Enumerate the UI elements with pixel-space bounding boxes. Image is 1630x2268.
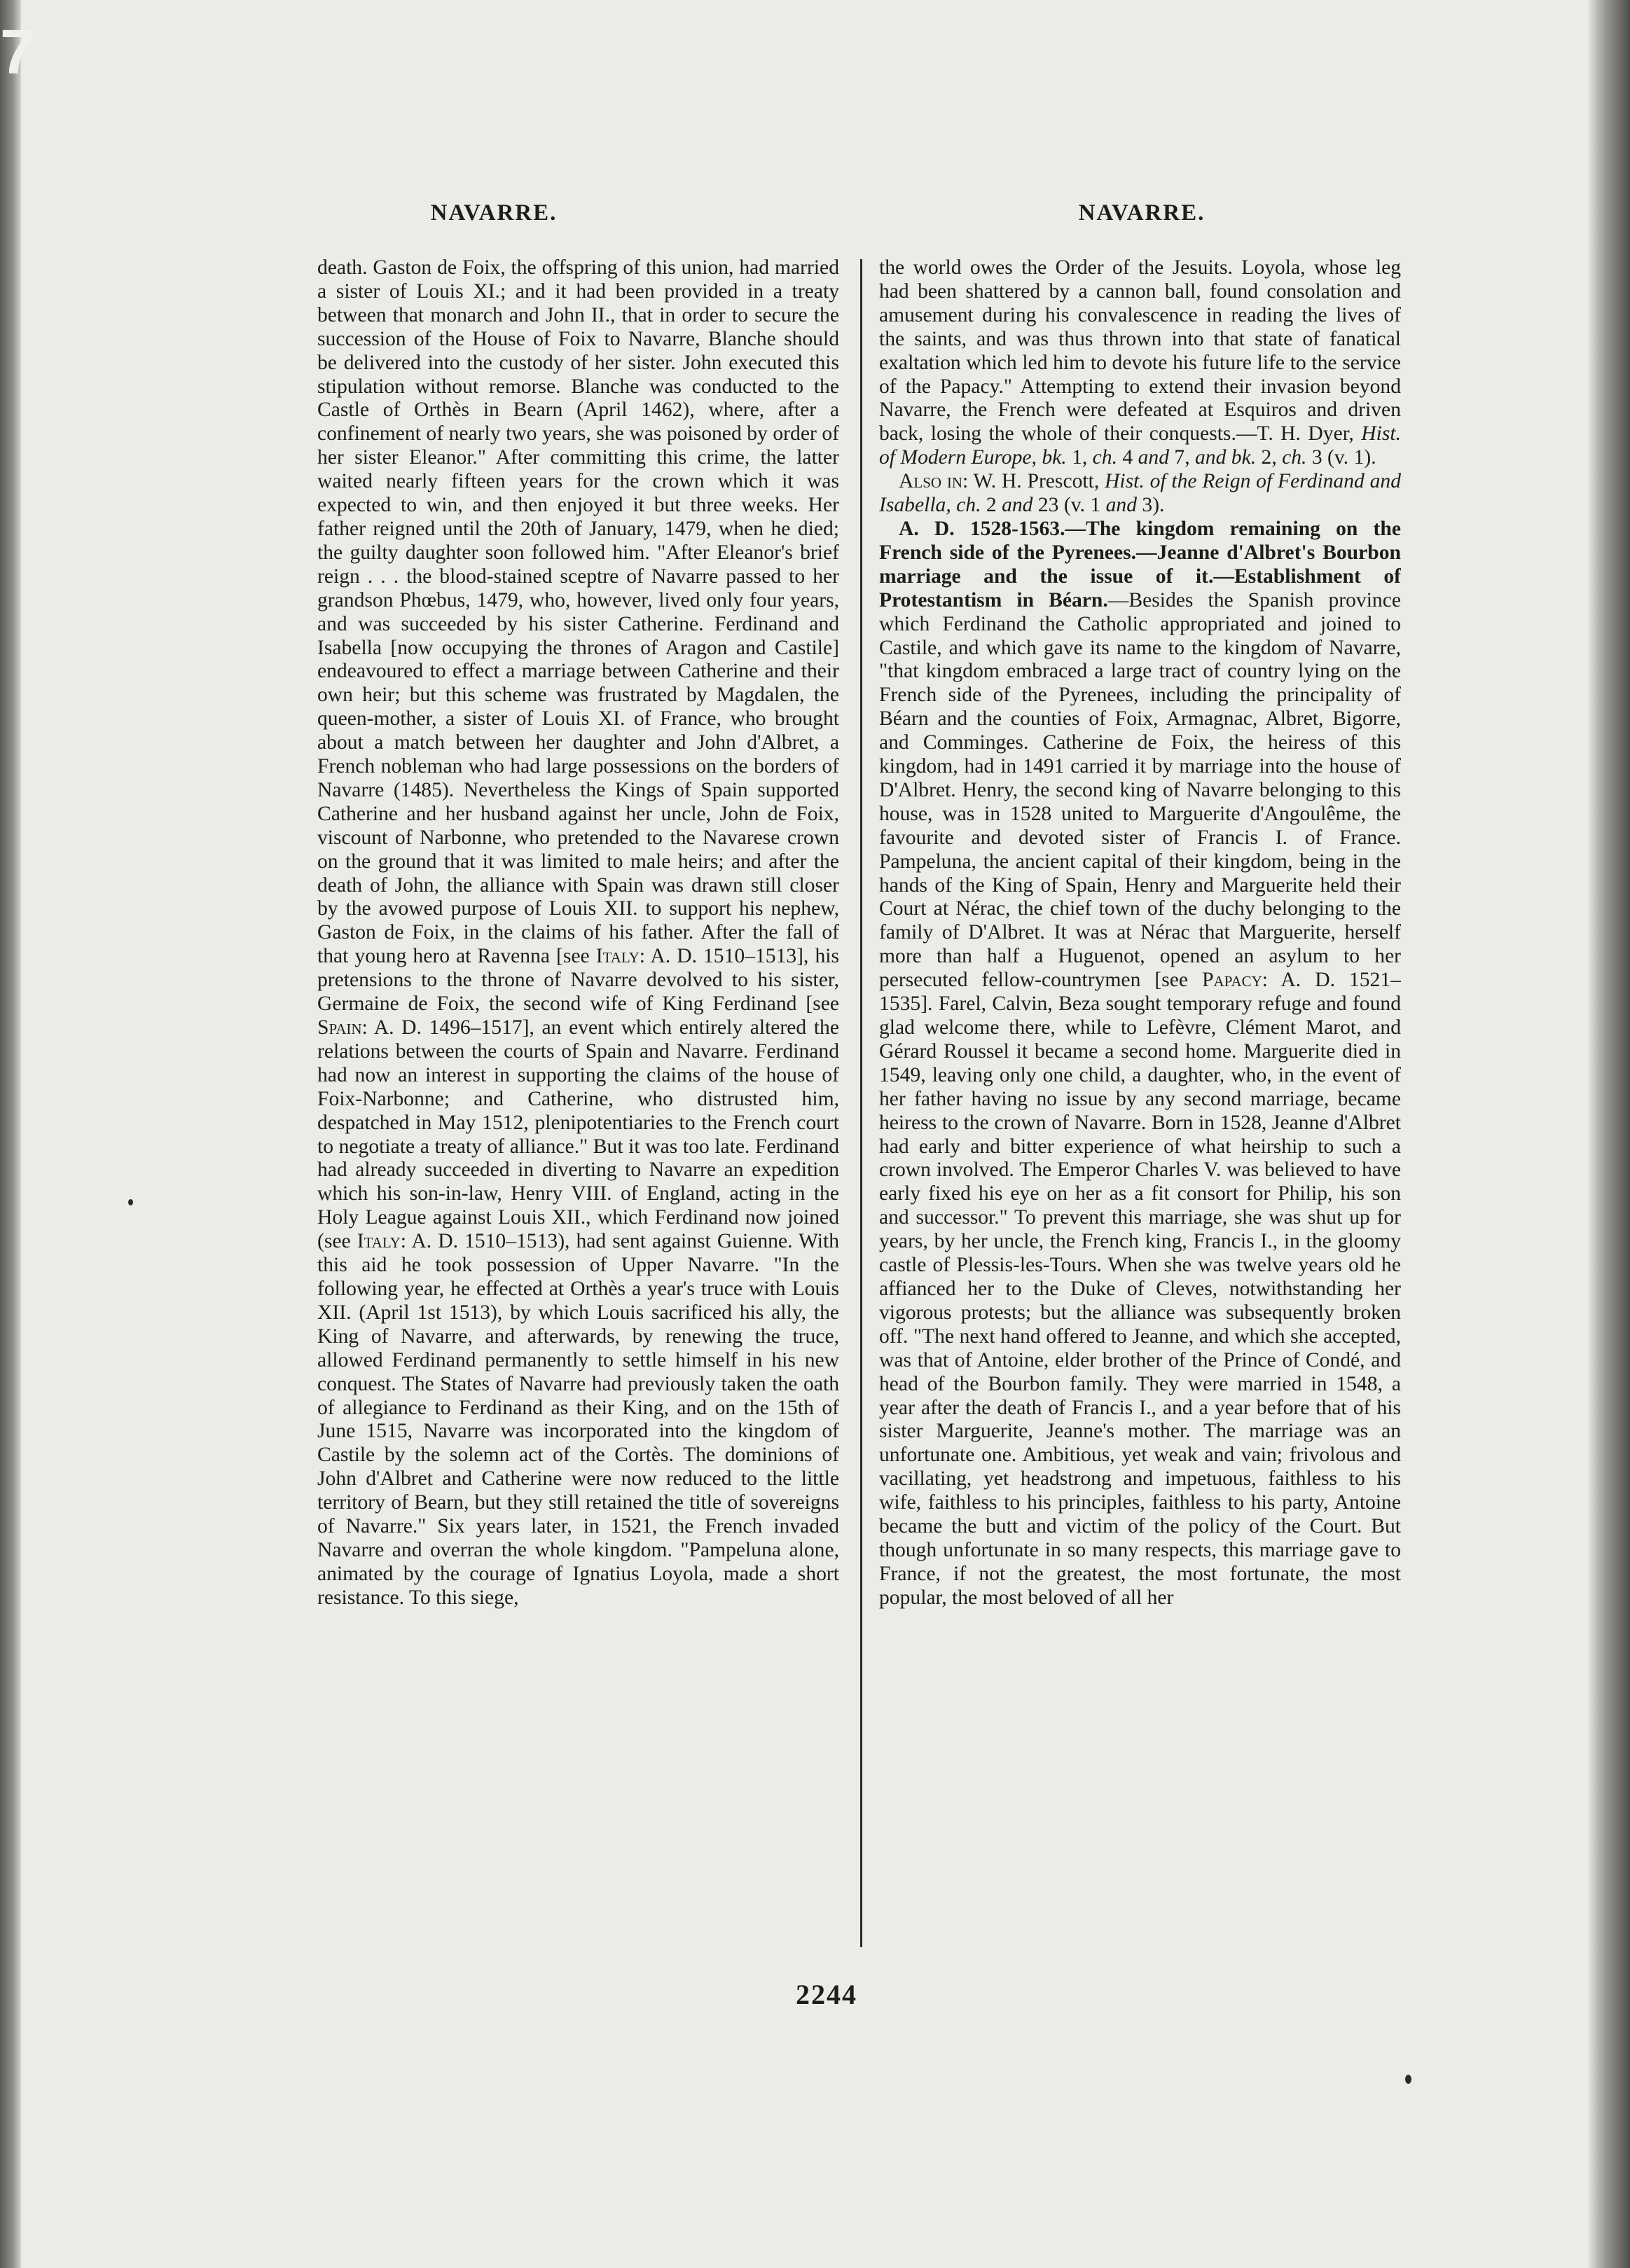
text-run: : A. D. 1510–1513), had sent against Guienne. With this aid he took possession of Upper Navarre. "In the following year, he effected at Orthès a year's truce with Louis XII. (April 1st 1513), by which Louis sacrificed his ally, the King of Navarre, and afterwards, by renewing the truce, allowed Ferdinand permanently to settle himself in his new conquest. The States of Navarre had previously taken the oath of allegiance to Ferdinand as their King, and on the 15th of June 1515, Navarre was incorporated into the kingdom of Castile by the solemn act of the Cortès. The dominions of John d'Albret and Catherine were now reduced to the little territory of Bearn, but they still retained the title of sovereigns of Navarre." Six years later, in 1521, the French invaded Navarre and overran the whole kingdom. "Pampeluna alone, animated by the courage of Ignatius Loyola, made a short resistance. To this siege, bbox=[317, 1230, 839, 1609]
citation: Hist. of the Reign of Ferdinand and Isabella, ch. bbox=[879, 470, 1401, 517]
citation: Hist. of Modern Europe, bk. bbox=[879, 422, 1401, 469]
left-paragraph bbox=[317, 256, 839, 1610]
text-run: 7, bbox=[1169, 446, 1190, 469]
running-header-right: NAVARRE. bbox=[1078, 200, 1206, 226]
text-run: 23 (v. 1 bbox=[1032, 494, 1101, 517]
text-run: : A. D. 1496–1517], an event which entirely altered the relations between the courts of Spain and Navarre. Ferdinand had now an interest in supporting the claims of the house of Foix-Narbonne; and Catherine, who distrusted him, despatched in May 1512, plenipotentiaries to the French court to negotiate a treaty of alliance." But it was too late. Ferdinand had already succeeded in diverting to Navarre an expedition which his son-in-law, Henry VIII. of England, acting in the Holy League against Louis XII., which Ferdinand now joined (see bbox=[317, 1016, 839, 1253]
citation: and bbox=[1100, 494, 1137, 517]
scan-left-edge bbox=[0, 0, 21, 2268]
text-run: —Besides the Spanish province which Ferdinand the Catholic appropriated and joined to Castile, and which gave its name to the kingdom of Navarre, "that kingdom embraced a large tract of country lying on the French side of the Pyrenees, including the principality of Béarn and the counties of Foix, Armagnac, Albret, Bigorre, and Comminges. Catherine de Foix, the heiress of this kingdom, had in 1491 carried it by marriage into the house of D'Albret. Henry, the second king of Navarre belonging to this house, was in 1528 united to Marguerite d'Angoulême, the favourite and devoted sister of Francis I. of France. Pampeluna, the ancient capital of their kingdom, being in the hands of the King of Spain, Henry and Marguerite held their Court at Nérac, the chief town of the duchy belonging to the family of D'Albret. It was at Nérac that Marguerite, herself more than half a Huguenot, opened an asylum to her persecuted fellow-countrymen [see bbox=[879, 588, 1401, 992]
cross-reference[interactable]: Italy bbox=[595, 945, 640, 968]
text-run: 1, bbox=[1066, 446, 1088, 469]
entry-paragraph bbox=[879, 518, 1401, 1610]
text-run: : A. D. 1510–1513], his pretensions to the throne of Navarre devolved to his sister, Germaine de Foix, the second wife of King Ferdinand [see bbox=[317, 945, 839, 1016]
entry-heading: A. D. 1528-1563.—The kingdom remaining on the French side of the Pyrenees.—Jeanne d'Albret's Bourbon marriage and the issue of it.—Establishment of Protestantism in Béarn. bbox=[879, 517, 1401, 611]
column-divider bbox=[860, 259, 862, 1947]
citation: and bbox=[996, 494, 1033, 517]
text-run: the world owes the Order of the Jesuits. Loyola, whose leg had been shattered by a cannon ball, found consolation and amusement during his convalescence in reading the lives of the saints, and was thus thrown into that state of fanatical exaltation which led him to devote his future life to the service of the Papacy." Attempting to extend their invasion beyond Navarre, the French were defeated at Esquiros and driven back, losing the whole of their conquests.—T. H. Dyer, bbox=[879, 256, 1401, 445]
scan-edge-mark: 7 bbox=[0, 18, 36, 88]
page-number: 2244 bbox=[796, 1979, 857, 2010]
running-header-left: NAVARRE. bbox=[430, 200, 558, 226]
scan-speck bbox=[1405, 2075, 1411, 2084]
text-run: 2, bbox=[1256, 446, 1277, 469]
cross-reference[interactable]: Italy bbox=[357, 1230, 401, 1253]
scan-speck bbox=[128, 1199, 133, 1205]
citation: and bk. bbox=[1189, 446, 1257, 469]
text-run: 2 bbox=[981, 494, 997, 517]
text-run: 4 bbox=[1117, 446, 1133, 469]
text-run: 3 (v. 1). bbox=[1306, 446, 1376, 469]
right-column bbox=[879, 256, 1401, 1958]
scan-right-edge bbox=[1588, 0, 1630, 2268]
text-run: 3). bbox=[1137, 494, 1165, 517]
citation: ch. bbox=[1087, 446, 1117, 469]
citation: and bbox=[1133, 446, 1169, 469]
also-in-label: Also in bbox=[899, 470, 963, 493]
right-paragraph-continued bbox=[879, 256, 1401, 470]
cross-reference[interactable]: Spain bbox=[317, 1016, 362, 1039]
also-in-paragraph bbox=[879, 470, 1401, 518]
text-run: : W. H. Prescott, bbox=[962, 470, 1100, 493]
left-column bbox=[317, 256, 839, 1958]
cross-reference[interactable]: Papacy bbox=[1202, 969, 1262, 992]
text-run: : A. D. 1521–1535]. Farel, Calvin, Beza sought temporary refuge and found glad welcome there, while to Lefèvre, Clément Marot, and Gérard Roussel it became a second home. Marguerite died in 1549, leaving only one child, a daughter, who, in the event of her father having no issue by any second marriage, became heiress to the crown of Navarre. Born in 1528, Jeanne d'Albret had early and bitter experience of what heirship to such a crown involved. The Emperor Charles V. was believed to have early fixed his eye on her as a fit consort for Philip, his son and successor." To prevent this marriage, she was shut up for years, by her uncle, the French king, Francis I., in the gloomy castle of Plessis-les-Tours. When she was twelve years old he affianced her to the Duke of Cleves, notwithstanding her vigorous protests; but the alliance was subsequently broken off. "The next hand offered to Jeanne, and which she accepted, was that of Antoine, elder brother of the Prince of Condé, and head of the Bourbon family. They were married in 1548, a year after the death of Francis I., and a year before that of his sister Marguerite, Jeanne's mother. The marriage was an unfortunate one. Ambitious, yet weak and vain; frivolous and vacillating, yet headstrong and impetuous, faithless to his wife, faithless to his principles, faithless to his party, Antoine became the butt and victim of the policy of the Court. But though unfortunate in so many respects, this marriage gave to France, if not the greatest, the most fortunate, the most popular, the most beloved of all her bbox=[879, 969, 1401, 1609]
citation: ch. bbox=[1276, 446, 1307, 469]
text-run: death. Gaston de Foix, the offspring of this union, had married a sister of Louis XI.; and it had been provided in a treaty between that monarch and John II., that in order to secure the succession of the House of Foix to Navarre, Blanche should be delivered into the custody of her sister. John executed this stipulation without remorse. Blanche was conducted to the Castle of Orthès in Bearn (April 1462), where, after a confinement of nearly two years, she was poisoned by order of her sister Eleanor." After committing this crime, the latter waited nearly fifteen years for the crown which it was expected to win, and then enjoyed it but three weeks. Her father reigned until the 20th of January, 1479, when he died; the guilty daughter soon followed him. "After Eleanor's brief reign . . . the blood-stained sceptre of Navarre passed to her grandson Phœbus, 1479, who, however, lived only four years, and was succeeded by his sister Catherine. Ferdinand and Isabella [now occupying the thrones of Aragon and Castile] endeavoured to effect a marriage between Catherine and their own heir; but this scheme was frustrated by Magdalen, the queen-mother, a sister of Louis XI. of France, who brought about a match between her daughter and John d'Albret, a French nobleman who had large possessions on the borders of Navarre (1485). Nevertheless the Kings of Spain supported Catherine and her husband against her uncle, John de Foix, viscount of Narbonne, who pretended to the Navarese crown on the ground that it was limited to male heirs; and after the death of John, the alliance with Spain was drawn still closer by the avowed purpose of Louis XII. to support his nephew, Gaston de Foix, in the claims of his father. After the fall of that young hero at Ravenna [see bbox=[317, 256, 839, 968]
